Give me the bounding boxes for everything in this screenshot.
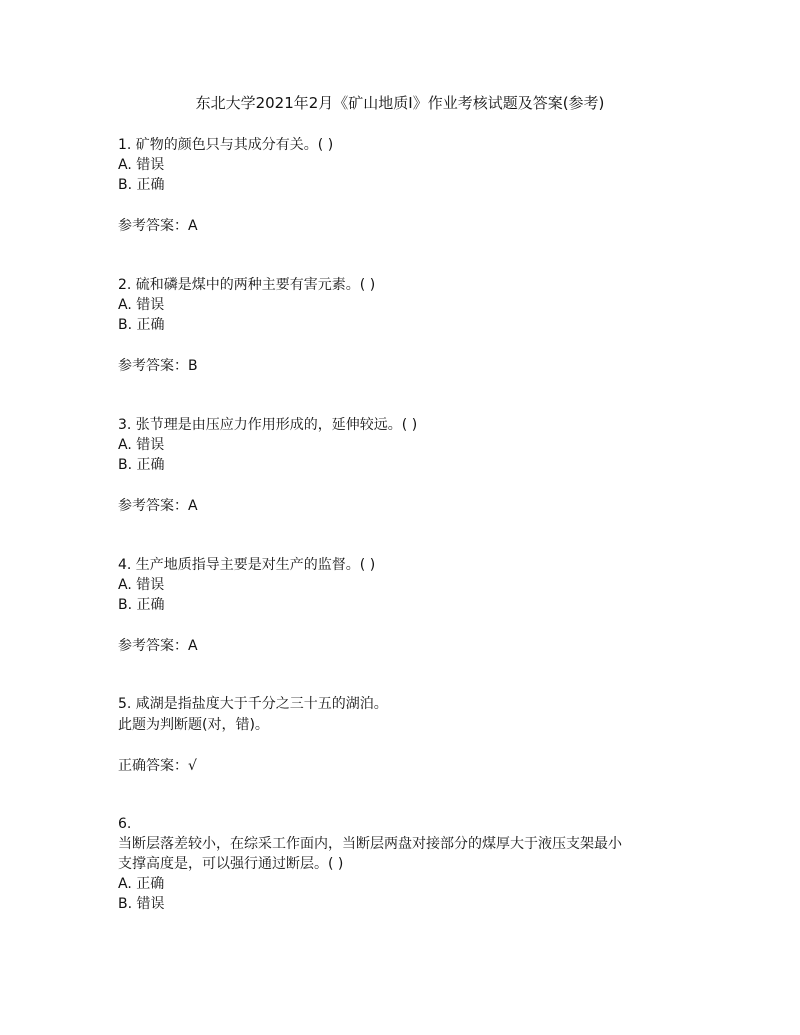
question-4-stem: 4. 生产地质指导主要是对生产的监督。( ) xyxy=(118,557,376,573)
question-2-option-b: B. 正确 xyxy=(118,317,165,333)
question-6-stem-line-1: 当断层落差较小，在综采工作面内，当断层两盘对接部分的煤厚大于液压支架最小 xyxy=(118,836,622,852)
question-6-option-a: A. 正确 xyxy=(118,876,165,892)
question-3-option-b: B. 正确 xyxy=(118,457,165,473)
question-6-option-b: B. 错误 xyxy=(118,896,165,912)
question-1-answer: 参考答案：A xyxy=(118,218,198,234)
question-6-number: 6. xyxy=(118,816,132,832)
document-title: 东北大学2021年2月《矿山地质I》作业考核试题及答案(参考) xyxy=(195,94,605,112)
question-1-option-a: A. 错误 xyxy=(118,157,165,173)
question-3-option-a: A. 错误 xyxy=(118,437,165,453)
question-3-answer: 参考答案：A xyxy=(118,498,198,514)
question-2-answer: 参考答案：B xyxy=(118,358,198,374)
question-5-answer: 正确答案：√ xyxy=(118,758,197,774)
question-1-option-b: B. 正确 xyxy=(118,177,165,193)
question-4-answer: 参考答案：A xyxy=(118,638,198,654)
question-1-stem: 1. 矿物的颜色只与其成分有关。( ) xyxy=(118,137,334,153)
question-4-option-b: B. 正确 xyxy=(118,597,165,613)
question-4-option-a: A. 错误 xyxy=(118,577,165,593)
question-5-stem: 5. 咸湖是指盐度大于千分之三十五的湖泊。 xyxy=(118,696,388,712)
question-2-stem: 2. 硫和磷是煤中的两种主要有害元素。( ) xyxy=(118,277,376,293)
question-6-stem-line-2: 支撑高度是，可以强行通过断层。( ) xyxy=(118,856,344,872)
question-3-stem: 3. 张节理是由压应力作用形成的，延伸较远。( ) xyxy=(118,417,418,433)
question-2-option-a: A. 错误 xyxy=(118,297,165,313)
question-5-note: 此题为判断题(对，错)。 xyxy=(118,717,269,733)
